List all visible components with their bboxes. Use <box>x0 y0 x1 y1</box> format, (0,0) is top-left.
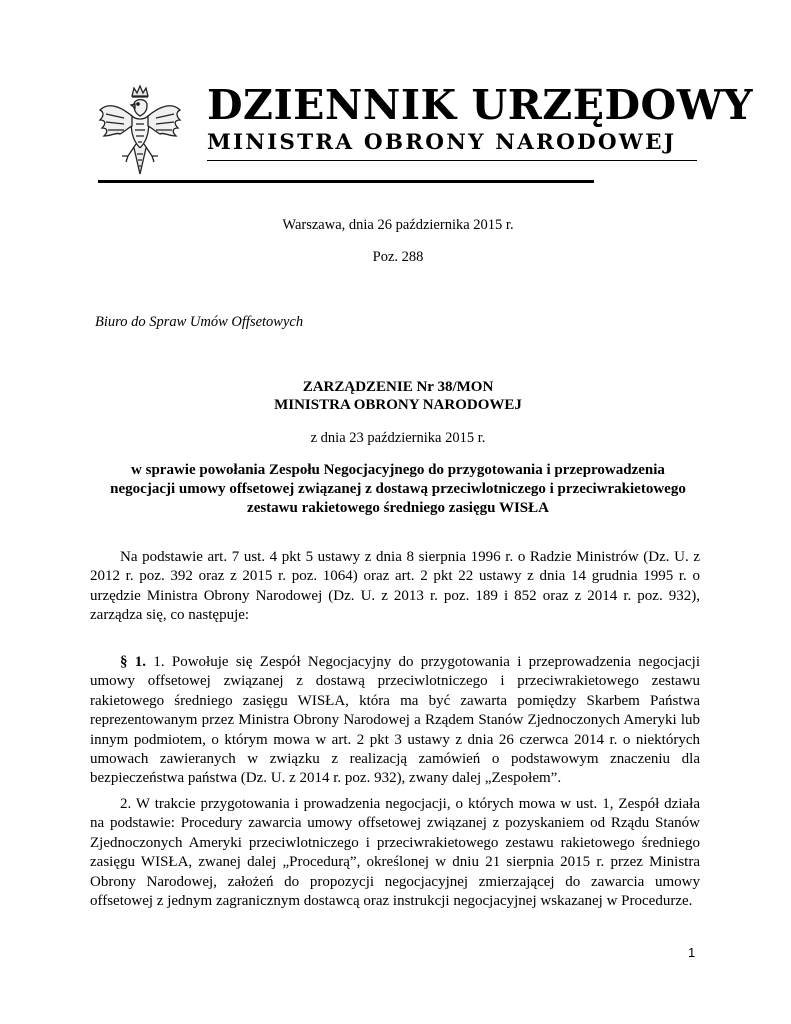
preamble: Na podstawie art. 7 ust. 4 pkt 5 ustawy z dnia 8 sierpnia 1996 r. o Radzie Ministrów (Dz. U. z 2012 r. poz. 392 oraz z 2015 r. poz. 1064) oraz art. 2 pkt 22 ustawy z dnia 14 grudnia 1995 r. o urzędzie Ministra Obrony Narodowej (Dz. U. z 2013 r. poz. 189 i 852 oraz z 2014 r. poz. 932), zarządza się, co następuje: <box>90 549 700 624</box>
section-marker: § 1. <box>120 654 147 670</box>
page-number: 1 <box>688 945 696 960</box>
place-date: Warszawa, dnia 26 października 2015 r. <box>282 217 514 233</box>
position-number: Poz. 288 <box>372 249 424 265</box>
document-title-line2: MINISTRA OBRONY NARODOWEJ <box>274 397 522 413</box>
document-title-line1: ZARZĄDZENIE Nr 38/MON <box>302 379 494 395</box>
journal-title: DZIENNIK URZĘDOWY <box>207 81 754 129</box>
masthead-rule <box>98 180 594 183</box>
masthead <box>94 80 754 200</box>
issuer: Biuro do Spraw Umów Offsetowych <box>95 314 304 330</box>
section-1-paragraph-1-text: 1. Powołuje się Zespół Negocjacyjny do przygotowania i przeprowadzenia negocjacji umowy offsetowej związanej z dostawą przeciwlotniczego i przeciwrakietowego zestawu rakietowego średniego zasięgu WISŁA, która ma być zawarta pomiędzy Skarbem Państwa reprezentowanym przez Ministra Obrony Narodowej a Rządem Stanów Zjednoczonych Ameryki lub innym podmiotem, o którym mowa w art. 2 pkt 3 ustawy z dnia 26 czerwca 2014 r. o niektórych umowach zawieranych w związku z realizacją zamówień o podstawowym znaczeniu dla bezpieczeństwa państwa (Dz. U. z 2014 r. poz. 932), zwany dalej „Zespołem”. <box>90 654 701 787</box>
document-date: z dnia 23 października 2015 r. <box>310 430 486 446</box>
masthead-thin-rule <box>207 160 697 161</box>
journal-subtitle: MINISTRA OBRONY NARODOWEJ <box>207 130 677 155</box>
section-1-paragraph-1 <box>90 653 700 789</box>
white-eagle-emblem-icon <box>94 82 186 182</box>
section-1-paragraph-2: 2. W trakcie przygotowania i prowadzenia negocjacji, o których mowa w ust. 1, Zespół działa na podstawie: Procedury zawarcia umowy offsetowej związanej z pozyskaniem od Rządu Stanów Zjednoczonych Ameryki przeciwlotniczego i przeciwrakietowego zestawu rakietowego średniego zasięgu WISŁA, zwanej dalej „Procedurą”, określonej w dniu 21 sierpnia 2015 r. przez Ministra Obrony Narodowej, założeń do propozycji negocjacyjnej zmierzającej do zawarcia umowy offsetowej z jednym zagranicznym dostawcą oraz instrukcji negocjacyjnej wskazanej w Procedurze. <box>90 796 700 910</box>
document-subject: w sprawie powołania Zespołu Negocjacyjnego do przygotowania i przeprowadzenia negocjacji umowy offsetowej związanej z dostawą przeciwlotniczego i przeciwrakietowego zestawu rakietowego średniego zasięgu WISŁA <box>110 462 686 516</box>
